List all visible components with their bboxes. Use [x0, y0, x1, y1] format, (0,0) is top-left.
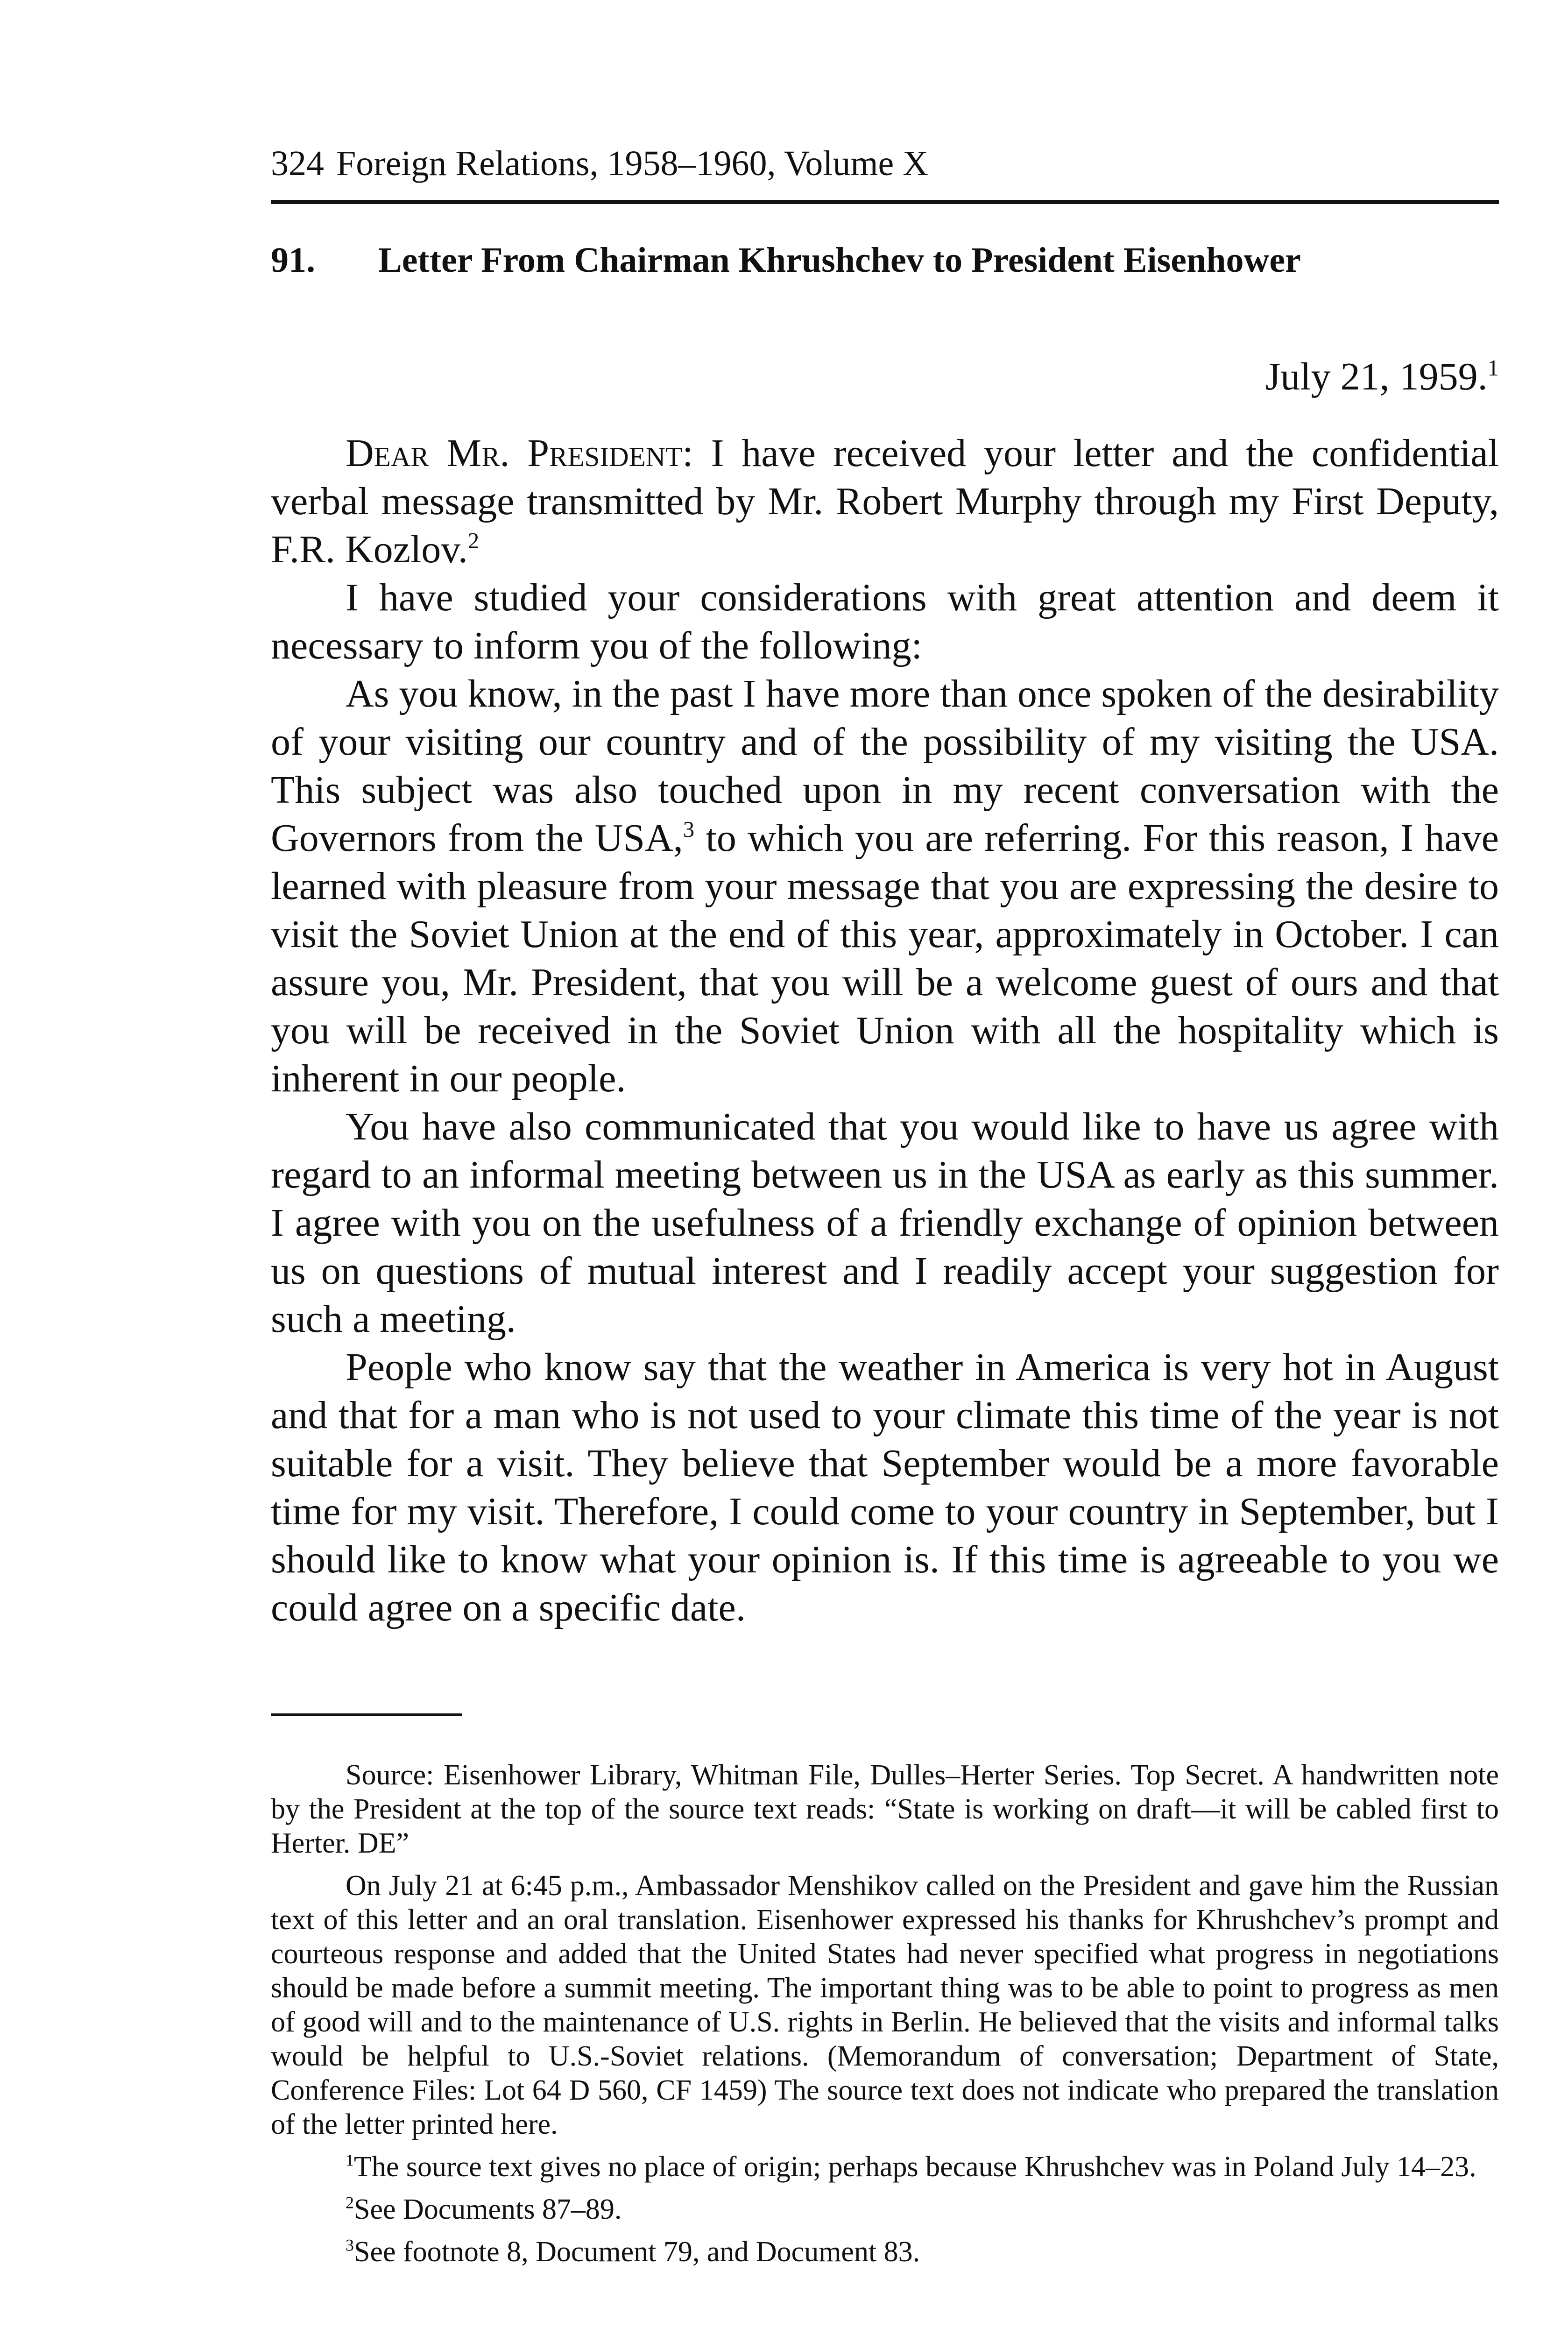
document-title: Letter From Chairman Khrushchev to President Eisenhower — [378, 241, 1301, 280]
salutation: Dear Mr. President: — [346, 432, 693, 475]
document-heading — [271, 237, 1499, 283]
letter-body — [271, 429, 1499, 1632]
document-number: 91. — [271, 241, 315, 280]
footnote-ref-2: 2 — [467, 528, 480, 553]
footnote-1-marker: 1 — [346, 2151, 354, 2170]
paragraph-3 — [271, 670, 1499, 1103]
header-rule — [271, 200, 1499, 204]
footnote-ref-3: 3 — [683, 816, 695, 842]
paragraph-1-text: I have received your letter and the confidential verbal message transmitted by Mr. Robert Murphy through my First Deputy, F.R. Kozlov. — [271, 432, 1499, 571]
paragraph-1 — [271, 429, 1499, 573]
paragraph-3-text-a: As you know, in the past I have more than once spoken of the desirability of your visiting our country and of the possibility of my visiting the USA. This subject was also touched upon in my recent conversation with the Governors from the USA, — [271, 672, 1499, 860]
paragraph-3-text-b: to which you are referring. For this reason, I have learned with pleasure from your message that you are expressing the desire to visit the Soviet Union at the end of this year, approximately in October. I can assure you, Mr. President, that you will be a welcome guest of ours and that you will be received in the Soviet Union with all the hospitality which is inherent in our people. — [271, 816, 1499, 1100]
footnote-1 — [271, 2150, 1499, 2184]
footnote-3-marker: 3 — [346, 2236, 354, 2255]
footnote-2 — [271, 2193, 1499, 2227]
meeting-note: On July 21 at 6:45 p.m., Ambassador Menshikov called on the President and gave him the Russian text of this letter and an oral translation. Eisenhower expressed his thanks for Khrushchev’s prompt and courteous response and added that the United States had never specified what progress in negotiations should be made before a summit meeting. The important thing was to be able to point to progress as men of good will and to the maintenance of U.S. rights in Berlin. He believed that the visits and informal talks would be helpful to U.S.-Soviet relations. (Memorandum of conversation; Department of State, Conference Files: Lot 64 D 560, CF 1459) The source text does not indicate who prepared the translation of the letter printed here. — [271, 1870, 1499, 2140]
footnote-1-text: The source text gives no place of origin; perhaps because Khrushchev was in Poland July 14–23. — [353, 2151, 1476, 2183]
footnote-ref-1: 1 — [1487, 355, 1499, 381]
footnote-3 — [271, 2235, 1499, 2269]
source-note: Source: Eisenhower Library, Whitman File, Dulles–Herter Series. Top Secret. A handwritten note by the President at the top of the source text reads: “State is working on draft—it will be cabled first to Herter. DE” — [271, 1759, 1499, 1859]
footnote-rule — [271, 1713, 462, 1716]
footnote-2-text: See Documents 87–89. — [353, 2193, 622, 2225]
footnote-2-marker: 2 — [346, 2193, 354, 2212]
dateline — [271, 354, 1499, 400]
paragraph-4: You have also communicated that you would like to have us agree with regard to an informal meeting between us in the USA as early as this summer. I agree with you on the usefulness of a friendly exchange of opinion between us on questions of mutual interest and I readily accept your suggestion for such a meeting. — [271, 1105, 1499, 1341]
footnote-3-text: See footnote 8, Document 79, and Document 83. — [353, 2236, 920, 2268]
page-number: 324 — [271, 144, 324, 183]
paragraph-2: I have studied your considerations with great attention and deem it necessary to inform you of the following: — [271, 576, 1499, 667]
paragraph-5: People who know say that the weather in America is very hot in August and that for a man who is not used to your climate this time of the year is not suitable for a visit. They believe that September would be a more favorable time for my visit. Therefore, I could come to your country in September, but I should like to know what your opinion is. If this time is agreeable to you we could agree on a specific date. — [271, 1345, 1499, 1629]
document-page — [271, 140, 1499, 2278]
footnotes — [271, 1758, 1499, 2269]
volume-title: Foreign Relations, 1958–1960, Volume X — [336, 144, 929, 183]
letter-date: July 21, 1959. — [1265, 355, 1488, 398]
running-head — [271, 140, 1499, 187]
